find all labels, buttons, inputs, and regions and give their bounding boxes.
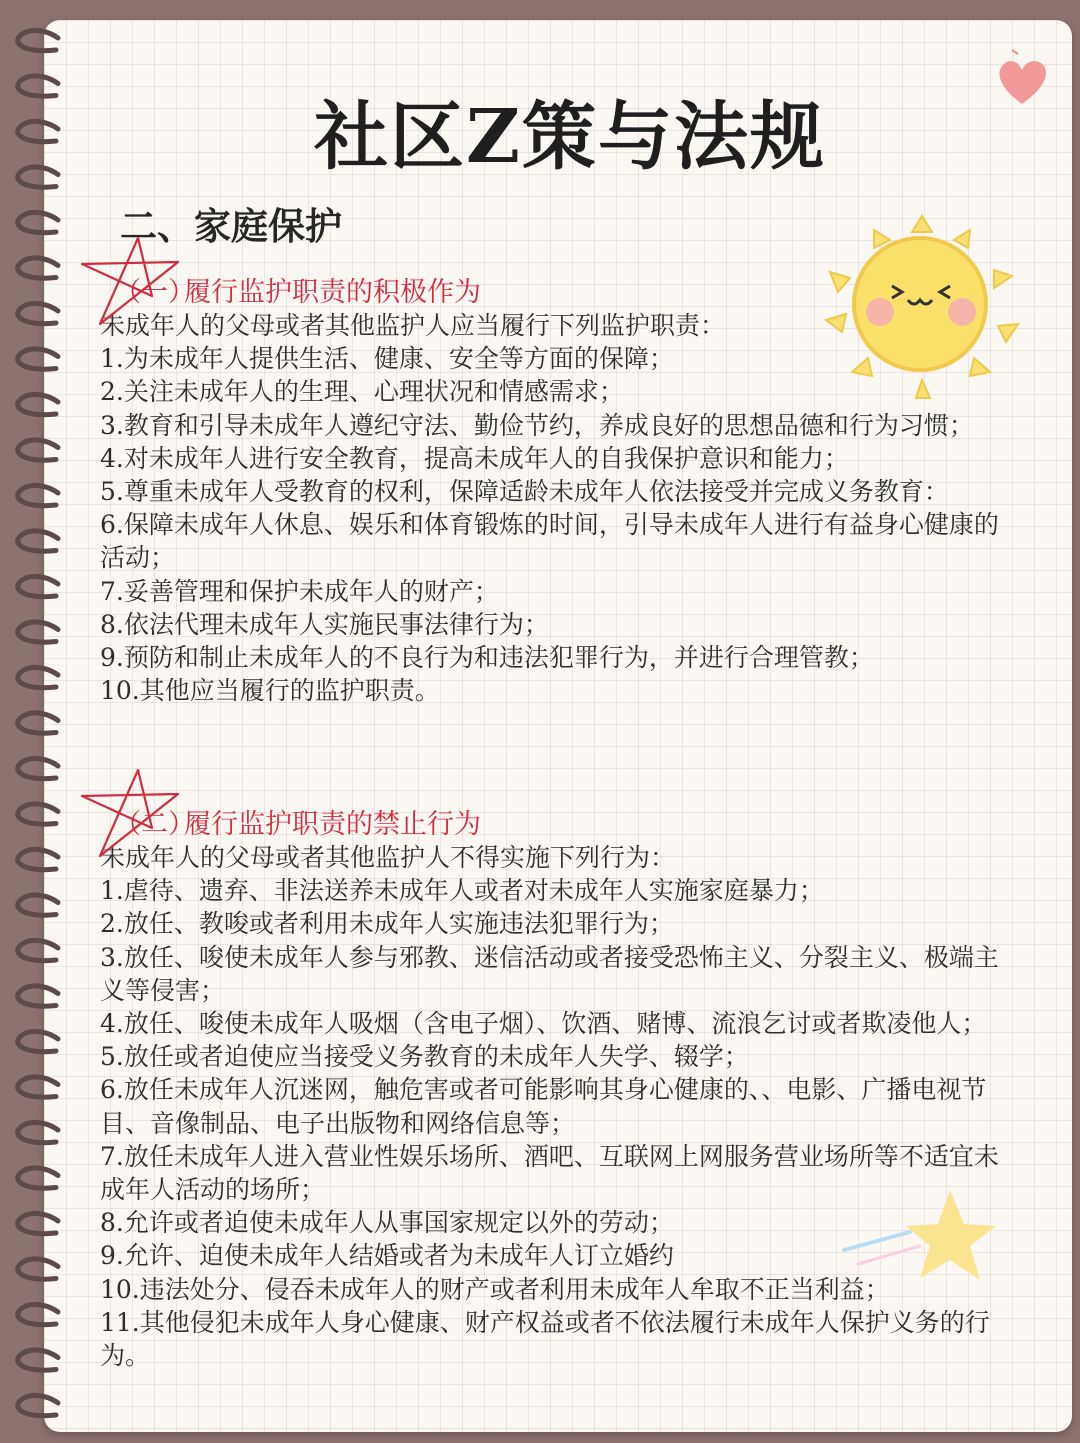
spiral-ring <box>18 940 58 960</box>
list-item: 9.预防和制止未成年人的不良行为和违法犯罪行为，并进行合理管教； <box>100 643 874 673</box>
subsection-prefix: （一） <box>114 277 195 308</box>
spiral-ring <box>18 758 58 778</box>
list-item: 10.违法处分、侵吞未成年人的财产或者利用未成年人牟取不正当利益； <box>100 1274 890 1304</box>
list-item: 9.允许、迫使未成年人结婚或者为未成年人订立婚约 <box>100 1241 674 1271</box>
spiral-ring <box>18 258 58 278</box>
list-item: 5.放任或者迫使应当接受义务教育的未成年人失学、辍学； <box>100 1042 749 1072</box>
spiral-ring <box>18 531 58 551</box>
spiral-ring <box>18 1077 58 1097</box>
spiral-ring <box>18 622 58 642</box>
intro-text: 未成年人的父母或者其他监护人应当履行下列监护职责： <box>100 311 726 340</box>
list-item: 4.放任、唆使未成年人吸烟（含电子烟）、饮酒、赌博、流浪乞讨或者欺凌他人； <box>100 1009 987 1039</box>
list-item: 8.依法代理未成年人实施民事法律行为； <box>100 609 549 639</box>
subsection-label: 履行监护职责的积极作为 <box>184 277 481 308</box>
spiral-ring <box>18 1304 58 1324</box>
star-icon <box>840 1180 1000 1290</box>
list-item: 7.放任未成年人进入营业性娱乐场所、酒吧、互联网上网服务营业场所等不适宜未成年人活动的场所； <box>100 1141 999 1205</box>
spiral-ring <box>18 986 58 1006</box>
spiral-ring <box>18 212 58 232</box>
list-item: 1.虐待、遗弃、非法送养未成年人或者对未成年人实施家庭暴力； <box>100 876 824 906</box>
spiral-binding <box>0 0 70 1443</box>
list-item: 3.放任、唆使未成年人参与邪教、迷信活动或者接受恐怖主义、分裂主义、极端主义等侵害； <box>100 942 999 1005</box>
list-item: 5.尊重未成年人受教育的权利，保障适龄未成年人依法接受并完成义务教育： <box>100 477 949 507</box>
intro-text: 未成年人的父母或者其他监护人不得实施下列行为： <box>100 843 676 872</box>
spiral-ring <box>18 1031 58 1051</box>
spiral-ring <box>18 1168 58 1188</box>
spiral-ring <box>18 30 58 50</box>
list-item: 6.放任未成年人沉迷网，触危害或者可能影响其身心健康的、、电影、广播电视节目、音像制品、电子出版物和网络信息等； <box>100 1075 987 1138</box>
heart-icon <box>992 44 1052 114</box>
spiral-ring <box>18 1259 58 1279</box>
list-item: 2.放任、教唆或者利用未成年人实施违法犯罪行为； <box>100 909 674 939</box>
section-heading: 二、家庭保护 <box>120 204 342 248</box>
spiral-ring <box>18 394 58 414</box>
page-title: 社区Z策与法规 <box>313 94 827 180</box>
spiral-ring <box>18 303 58 323</box>
subsection-prefix: （二） <box>114 809 195 840</box>
spiral-ring <box>18 667 58 687</box>
spiral-ring <box>18 1122 58 1142</box>
list-item: 8.允许或者迫使未成年人从事国家规定以外的劳动； <box>100 1208 674 1238</box>
list-item: 6.保障未成年人休息、娱乐和体育锻炼的时间，引导未成年人进行有益身心健康的活动； <box>100 510 999 573</box>
spiral-ring <box>18 849 58 869</box>
list-item: 4.对未成年人进行安全教育，提高未成年人的自我保护意识和能力； <box>100 443 849 473</box>
list-item: 7.妥善管理和保护未成年人的财产； <box>100 576 499 606</box>
spiral-ring <box>18 349 58 369</box>
spiral-ring <box>18 576 58 596</box>
subsection-title <box>100 808 1015 841</box>
sun-icon <box>822 212 1022 402</box>
spiral-ring <box>18 713 58 733</box>
list-item: 3.教育和引导未成年人遵纪守法、勤俭节约，养成良好的思想品德和行为习惯； <box>100 410 974 440</box>
spiral-ring <box>18 485 58 505</box>
spiral-ring <box>18 1350 58 1370</box>
spiral-ring <box>18 895 58 915</box>
spiral-ring <box>18 1213 58 1233</box>
subsection-label: 履行监护职责的禁止行为 <box>184 809 481 840</box>
list-item: 10.其他应当履行的监护职责。 <box>100 676 440 706</box>
spiral-ring <box>18 440 58 460</box>
spiral-ring <box>18 1395 58 1415</box>
list-item: 2.关注未成年人的生理、心理状况和情感需求； <box>100 377 624 407</box>
list-item: 11.其他侵犯未成年人身心健康、财产权益或者不依法履行未成年人保护义务的行为。 <box>100 1307 990 1371</box>
list-item: 1.为未成年人提供生活、健康、安全等方面的保障； <box>100 344 674 374</box>
spiral-ring <box>18 804 58 824</box>
